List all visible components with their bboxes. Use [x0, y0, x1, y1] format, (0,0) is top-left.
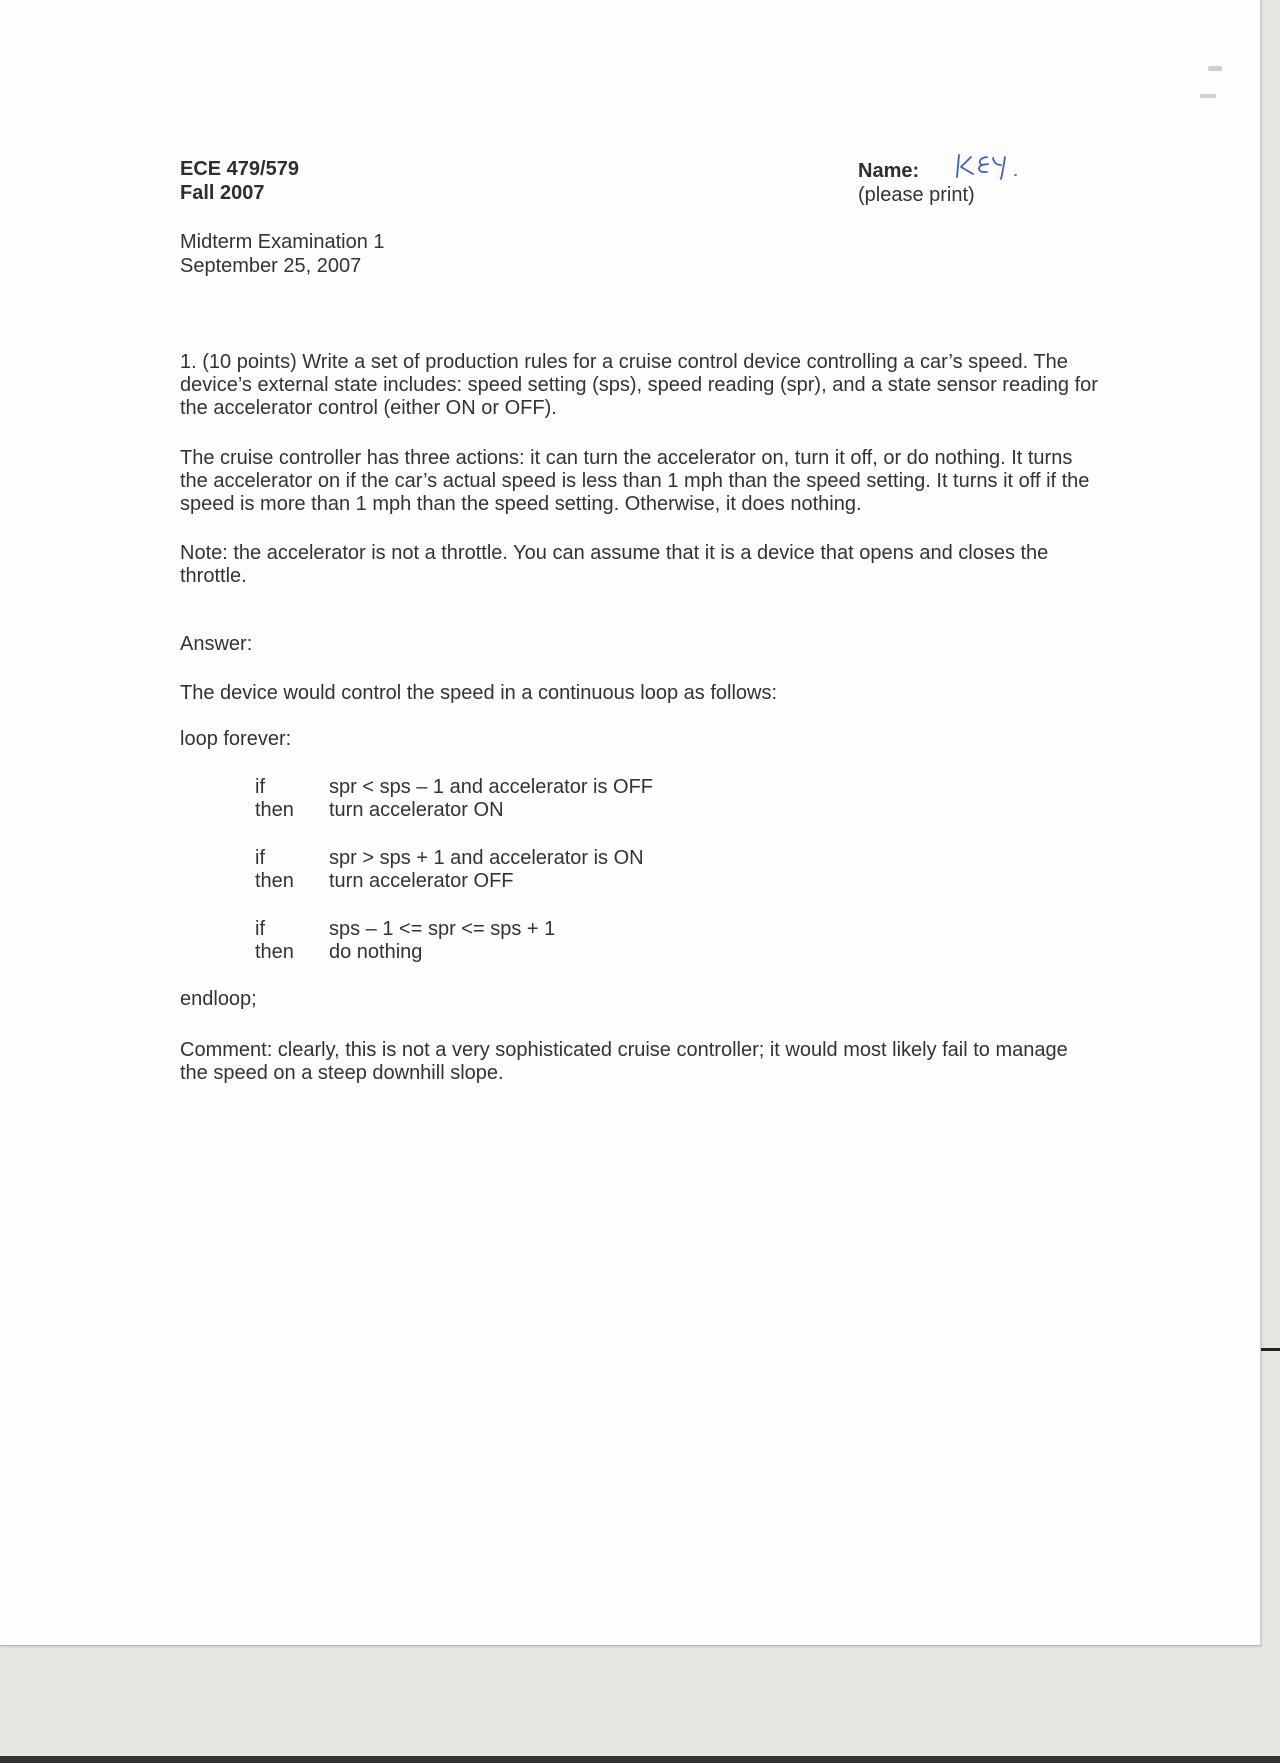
if-keyword: if: [255, 918, 265, 940]
then-keyword: then: [255, 799, 294, 821]
answer-comment: Comment: clearly, this is not a very sophisticated cruise controller; it would most likely fail to manage the speed on a steep downhill slope.: [180, 1039, 1068, 1084]
loop-start: loop forever:: [180, 728, 292, 750]
rule-action: turn accelerator ON: [329, 799, 504, 821]
then-keyword: then: [255, 941, 294, 963]
loop-end: endloop;: [180, 988, 257, 1010]
scanner-edge: [0, 1756, 1280, 1763]
question-paragraph-2: The cruise controller has three actions: it can turn the accelerator on, turn it off, or do nothing. It turns the accelerator on if the car’s actual speed is less than 1 mph than the speed setting. It turns it off if the speed is more than 1 mph than the speed setting. Otherwise, it does nothing.: [180, 447, 1090, 515]
if-keyword: if: [255, 776, 265, 798]
scan-edge-mark: [1261, 1348, 1280, 1351]
exam-date: September 25, 2007: [180, 255, 362, 277]
rule-condition: spr > sps + 1 and accelerator is ON: [329, 847, 644, 869]
rule-action: do nothing: [329, 941, 423, 963]
exam-title: Midterm Examination 1: [180, 231, 385, 253]
answer-intro: The device would control the speed in a continuous loop as follows:: [180, 682, 778, 704]
name-label: Name:: [858, 160, 920, 182]
course-term: Fall 2007: [180, 182, 265, 204]
then-keyword: then: [255, 870, 294, 892]
answer-label: Answer:: [180, 633, 253, 655]
name-row: [858, 159, 975, 183]
question-paragraph-3: Note: the accelerator is not a throttle. You can assume that it is a device that opens and closes the throttle.: [180, 542, 1049, 587]
course-header: [180, 157, 299, 205]
if-keyword: if: [255, 847, 265, 869]
question-paragraph-1: 1. (10 points) Write a set of production rules for a cruise control device controlling a car’s speed. The device’s external state includes: speed setting (sps), speed reading (spr), and a state sensor reading for the accelerator control (either ON or OFF).: [180, 351, 1098, 419]
course-code: ECE 479/579: [180, 158, 299, 180]
rule-condition: sps – 1 <= spr <= sps + 1: [329, 918, 556, 940]
rule-condition: spr < sps – 1 and accelerator is OFF: [329, 776, 654, 798]
name-hint: (please print): [858, 184, 975, 206]
rule-action: turn accelerator OFF: [329, 870, 514, 892]
name-block: [858, 159, 975, 207]
handwritten-name: [953, 149, 1023, 183]
scan-speck: [1208, 66, 1222, 71]
exam-info: [180, 230, 385, 278]
scan-speck: [1200, 94, 1216, 98]
